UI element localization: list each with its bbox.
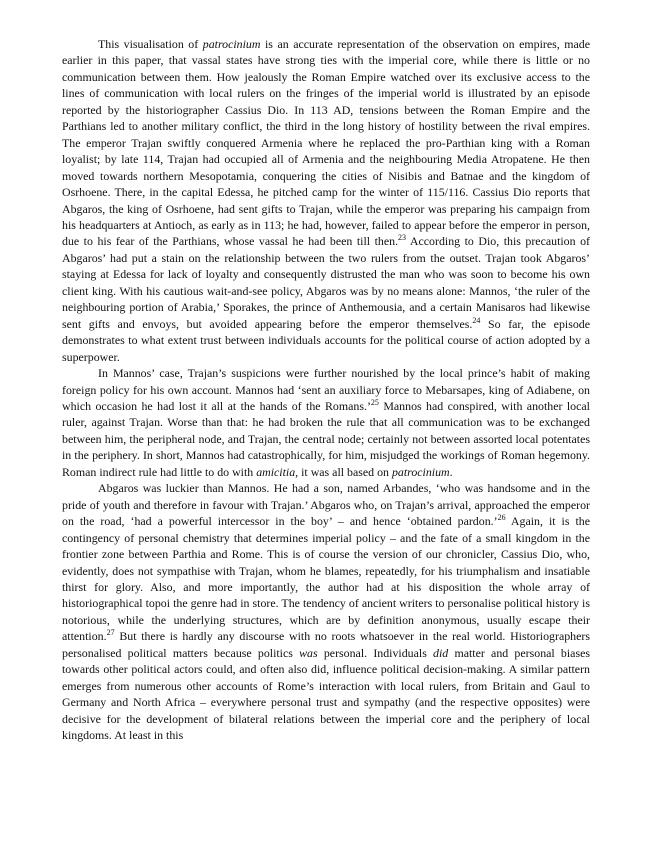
- italic-term: did: [433, 645, 449, 660]
- text-run: Abgaros was luckier than Mannos. He had a son, named Arbandes, ‘who was handsome and in the pride of youth and therefore in favour with Trajan.’ Abgaros who, on Trajan’s arrival, approached the emperor on the road, ‘had a powerful intercessor in the boy’ – and hence ‘obtained pardon.’: [62, 481, 590, 529]
- footnote-marker: 23: [398, 233, 407, 243]
- italic-term: patrocinium: [202, 37, 261, 51]
- text-run: In Mannos’ case, Trajan’s suspicions were further nourished by the local prince’s habit of making foreign policy for his own account. Mannos had ‘sent an auxiliary force to Mebarsapes, king of Adiabene, on which occasion he had lost it all at the hands of the Romans.’: [62, 366, 590, 413]
- text-run: According to Dio, this precaution of Abgaros’ had put a stain on the relationship between the two rulers from the outset. Trajan took Abgaros’ staying at Edessa for lack of loyalty and consequently distrusted the man who was soon to become his own client king. With his cautious wait-and-see policy, Abgaros was by no means alone: Mannos, ‘the ruler of the neighbouring portion of Arabia,’ Sporakes, the prince of Anthemousia, and a certain Manisaros had likewise sent gifts and envoys, but avoided appearing before the emperor themselves.: [62, 234, 590, 331]
- paragraph-1: [62, 36, 590, 365]
- text-run: .: [449, 464, 453, 479]
- italic-term: patrocinium: [391, 464, 450, 479]
- paragraph-3: [62, 480, 590, 743]
- footnote-marker: 27: [106, 628, 115, 638]
- text-run: Mannos had conspired, with another local ruler, against Trajan. Worse than that: he had broken the rule that all communication was to be exchanged between him, the peripheral node, and Trajan, the central node; certainly not between assorted local potentates in the periphery. In short, Mannos had catastrophically, for him, misjudged the workings of Roman hegemony. Roman indirect rule had little to do with: [62, 398, 590, 479]
- italic-term: was: [299, 645, 318, 660]
- text-run: is an accurate representation of the observation on empires, made earlier in this paper, that vassal states have strong ties with the imperial core, while there is little or no communication between them. How jealously the Roman Empire watched over its exclusive access to the lines of communication with local rulers on the fringes of the imperial world is illustrated by an episode reported by the historiographer Cassius Dio. In 113 AD, tensions between the Roman Empire and the Parthians led to another military conflict, the third in the long history of hostility between the rival empires. The emperor Trajan swiftly conquered Armenia where he replaced the pro-Parthian king with a Roman loyalist; by late 114, Trajan had occupied all of Armenia and the neighbouring Media Atropatene. He then moved towards northern Mesopotamia, conquering the cities of Nisibis and Batnae and the kingdom of Osrhoene. There, in the capital Edessa, he pitched camp for the winter of 115/116. Cassius Dio reports that Abgaros, the king of Osrhoene, had sent gifts to Trajan, while the emperor was preparing his campaign from his headquarters at Antioch, as early as in 113; he had, however, failed to appear before the emperor in person, due to his fear of the Parthians, whose vassal he had been till then.: [62, 37, 590, 249]
- text-run: personal. Individuals: [317, 645, 434, 660]
- paragraph-2: [62, 365, 590, 480]
- text-run: matter and personal biases towards other political actors could, and often also did, influence political decision-making. A similar pattern emerges from numerous other accounts of Rome’s interaction with local rulers, from Britain and Gaul to Germany and North Africa – everywhere personal trust and sympathy (and the respective opposites) were decisive for the development of bilateral relations between the imperial core and the periphery of local kingdoms. At least in this: [62, 645, 590, 743]
- footnote-marker: 25: [370, 398, 379, 407]
- text-run: , it was all based on: [295, 464, 392, 479]
- footnote-marker: 26: [497, 513, 506, 523]
- document-page: [62, 36, 590, 743]
- text-run: But there is hardly any discourse with no roots whatsoever in the real world. Historiographers personalised political matters because politics: [62, 629, 590, 660]
- italic-term: amicitia: [256, 464, 296, 479]
- footnote-marker: 24: [472, 315, 481, 325]
- text-run: This visualisation of: [98, 37, 203, 51]
- text-run: So far, the episode demonstrates to what extent trust between individuals accounts for the political course of action adopted by a superpower.: [62, 316, 590, 364]
- text-run: Again, it is the contingency of personal chemistry that determines imperial policy – and the fate of a small kingdom in the frontier zone between Parthia and Rome. This is of course the version of our chronicler, Cassius Dio, who, evidently, does not sympathise with Trajan, whom he blames, repeatedly, for his triumphalism and insatiable thirst for glory. Also, and more importantly, the author had at his disposition the whole array of historiographical topoi the genre had in store. The tendency of ancient writers to personalise political history is notorious, while the underlying structures, which are by definition anonymous, usually escape their attention.: [62, 514, 590, 644]
